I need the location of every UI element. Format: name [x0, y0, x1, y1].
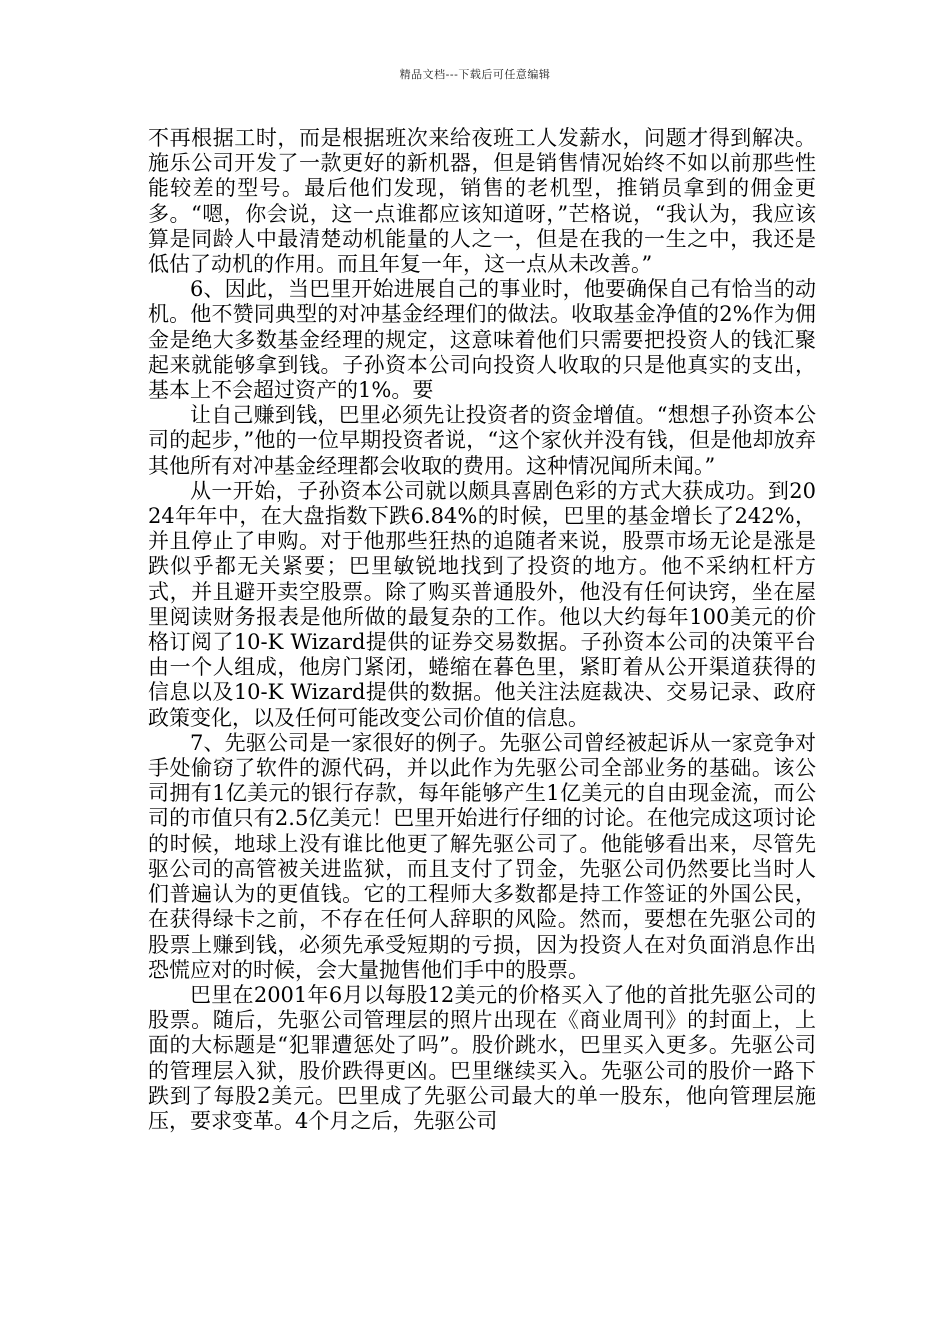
document-body: [148, 126, 816, 1134]
paragraph: 不再根据工时，而是根据班次来给夜班工人发薪水，问题才得到解决。施乐公司开发了一款更好的新机器，但是销售情况始终不如以前那些性能较差的型号。最后他们发现，销售的老机型，推销员拿到的佣金更多。“嗯，你会说，这一点谁都应该知道呀，”芒格说，“我认为，我应该算是同龄人中最清楚动机能量的人之一，但是在我的一生之中，我还是低估了动机的作用。而且年复一年，这一点从未改善。”: [148, 126, 816, 277]
paragraph: 从一开始，子孙资本公司就以颇具喜剧色彩的方式大获成功。到2024年年中，在大盘指数下跌6.84%的时候，巴里的基金增长了242%，并且停止了申购。对于他那些狂热的追随者来说，股票市场无论是涨是跌似乎都无关紧要；巴里敏锐地找到了投资的地方。他不采纳杠杆方式，并且避开卖空股票。除了购买普通股外，他没有任何诀窍，坐在屋里阅读财务报表是他所做的最复杂的工作。他以大约每年100美元的价格订阅了10-K Wizard提供的证券交易数据。子孙资本公司的决策平台由一个人组成，他房门紧闭，蜷缩在暮色里，紧盯着从公开渠道获得的信息以及10-K Wizard提供的数据。他关注法庭裁决、交易记录、政府政策变化，以及任何可能改变公司价值的信息。: [148, 478, 816, 730]
page-header: 精品文档---下载后可任意编辑: [399, 68, 551, 81]
paragraph: 巴里在2001年6月以每股12美元的价格买入了他的首批先驱公司的股票。随后，先驱公司管理层的照片出现在《商业周刊》的封面上，上面的大标题是“犯罪遭惩处了吗”。股价跳水，巴里买入更多。先驱公司的管理层入狱，股价跌得更凶。巴里继续买入。先驱公司的股价一路下跌到了每股2美元。巴里成了先驱公司最大的单一股东，他向管理层施压，要求变革。4个月之后，先驱公司: [148, 982, 816, 1133]
paragraph: 7、先驱公司是一家很好的例子。先驱公司曾经被起诉从一家竞争对手处偷窃了软件的源代码，并以此作为先驱公司全部业务的基础。该公司拥有1亿美元的银行存款，每年能够产生1亿美元的自由现金流，而公司的市值只有2.5亿美元！巴里开始进行仔细的讨论。在他完成这项讨论的时候，地球上没有谁比他更了解先驱公司了。他能够看出来，尽管先驱公司的高管被关进监狱，而且支付了罚金，先驱公司仍然要比当时人们普遍认为的更值钱。它的工程师大多数都是持工作签证的外国公民，在获得绿卡之前，不存在任何人辞职的风险。然而，要想在先驱公司的股票上赚到钱，必须先承受短期的亏损，因为投资人在对负面消息作出恐慌应对的时候，会大量抛售他们手中的股票。: [148, 730, 816, 982]
paragraph: 让自己赚到钱，巴里必须先让投资者的资金增值。“想想子孙资本公司的起步，”他的一位早期投资者说，“这个家伙并没有钱，但是他却放弃其他所有对冲基金经理都会收取的费用。这种情况闻所未闻。”: [148, 403, 816, 478]
paragraph: 6、因此，当巴里开始进展自己的事业时，他要确保自己有恰当的动机。他不赞同典型的对冲基金经理们的做法。收取基金净值的2%作为佣金是绝大多数基金经理的规定，这意味着他们只需要把投资人的钱汇聚起来就能够拿到钱。子孙资本公司向投资人收取的只是他真实的支出，基本上不会超过资产的1%。要: [148, 277, 816, 403]
